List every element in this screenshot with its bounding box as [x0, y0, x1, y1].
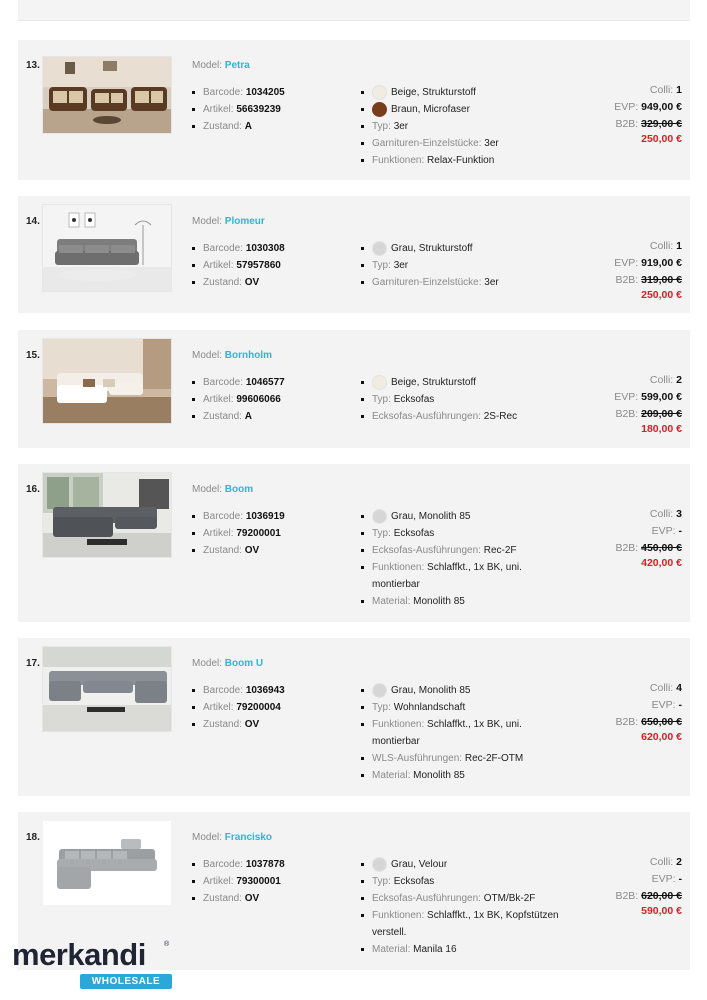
product-image[interactable]: [42, 56, 172, 134]
product-card: [18, 196, 690, 313]
color-option: Grau, Monolith 85: [361, 682, 561, 699]
model-name[interactable]: Petra: [224, 60, 250, 71]
color-swatch-icon: [372, 857, 387, 872]
evp-price: EVP: -: [651, 873, 682, 885]
artikel: Artikel: 57957860: [192, 257, 352, 274]
price-block: [614, 372, 682, 435]
b2b-old-price: B2B: 209,00 €: [615, 408, 682, 420]
attribute-list: [361, 374, 561, 425]
model-line: Model: Francisko: [192, 832, 273, 843]
zustand: Zustand: OV: [192, 274, 352, 291]
attribute-list: [361, 508, 561, 610]
evp-price: EVP: 949,00 €: [614, 101, 682, 113]
b2b-old-price: B2B: 329,00 €: [615, 118, 682, 130]
garnituren: Garnituren-Einzelstücke: 3er: [361, 274, 561, 291]
product-card: [18, 330, 690, 448]
product-card: [18, 464, 690, 622]
b2b-old-price: B2B: 650,00 €: [615, 716, 682, 728]
attribute-list: [361, 240, 561, 291]
evp-price: EVP: -: [651, 525, 682, 537]
color-swatch-icon: [372, 85, 387, 100]
artikel: Artikel: 79200001: [192, 525, 352, 542]
colli: Colli: 3: [649, 508, 682, 520]
typ: Typ: Ecksofas: [361, 525, 561, 542]
wls-ausfuehrungen: WLS-Ausführungen: Rec-2F-OTM: [361, 750, 561, 767]
id-list: [192, 240, 352, 291]
artikel: Artikel: 79200004: [192, 699, 352, 716]
model-name[interactable]: Plomeur: [224, 216, 265, 227]
barcode: Barcode: 1036943: [192, 682, 352, 699]
previous-card-bottom: [18, 0, 690, 21]
model-line: Model: Boom: [192, 484, 254, 495]
item-number: 15.: [26, 350, 40, 361]
b2b-new-price: 180,00 €: [641, 423, 682, 435]
zustand: Zustand: OV: [192, 542, 352, 559]
artikel: Artikel: 99606066: [192, 391, 352, 408]
color-swatch-icon: [372, 241, 387, 256]
model-name[interactable]: Boom U: [224, 658, 264, 669]
product-image[interactable]: [42, 646, 172, 732]
model-name[interactable]: Boom: [224, 484, 254, 495]
product-card: [18, 638, 690, 796]
logo-wordmark: merkandi: [12, 937, 146, 972]
price-block: [614, 238, 682, 301]
registered-mark: ®: [164, 941, 170, 948]
barcode: Barcode: 1037878: [192, 856, 352, 873]
id-list: [192, 84, 352, 135]
item-number: 17.: [26, 658, 40, 669]
ecksofas-ausfuehrungen: Ecksofas-Ausführungen: 2S-Rec: [361, 408, 561, 425]
evp-price: EVP: 919,00 €: [614, 257, 682, 269]
color-option: Braun, Microfaser: [361, 101, 561, 118]
barcode: Barcode: 1036919: [192, 508, 352, 525]
item-number: 14.: [26, 216, 40, 227]
color-option: Beige, Strukturstoff: [361, 374, 561, 391]
item-number: 13.: [26, 60, 40, 71]
item-number: 16.: [26, 484, 40, 495]
artikel: Artikel: 56639239: [192, 101, 352, 118]
b2b-old-price: B2B: 620,00 €: [615, 890, 682, 902]
material: Material: Monolith 85: [361, 593, 561, 610]
funktionen: Funktionen: Schlaffkt., 1x BK, uni. montierbar: [361, 716, 561, 750]
model-line: Model: Bornholm: [192, 350, 273, 361]
colli: Colli: 1: [649, 84, 682, 96]
typ: Typ: Ecksofas: [361, 873, 561, 890]
id-list: [192, 682, 352, 733]
color-option: Beige, Strukturstoff: [361, 84, 561, 101]
zustand: Zustand: OV: [192, 890, 352, 907]
attribute-list: [361, 856, 561, 958]
color-swatch-icon: [372, 683, 387, 698]
price-block: [615, 854, 682, 917]
artikel: Artikel: 79300001: [192, 873, 352, 890]
color-swatch-icon: [372, 509, 387, 524]
attribute-list: [361, 682, 561, 784]
barcode: Barcode: 1046577: [192, 374, 352, 391]
color-option: Grau, Strukturstoff: [361, 240, 561, 257]
color-option: Grau, Velour: [361, 856, 561, 873]
product-image[interactable]: [42, 338, 172, 424]
model-line: Model: Boom U: [192, 658, 264, 669]
typ: Typ: Ecksofas: [361, 391, 561, 408]
colli: Colli: 2: [649, 374, 682, 386]
color-swatch-icon: [372, 375, 387, 390]
price-block: [614, 82, 682, 145]
barcode: Barcode: 1034205: [192, 84, 352, 101]
id-list: [192, 508, 352, 559]
logo-badge: WHOLESALE: [80, 974, 172, 989]
model-line: Model: Petra: [192, 60, 250, 71]
ecksofas-ausfuehrungen: Ecksofas-Ausführungen: OTM/Bk-2F: [361, 890, 561, 907]
color-swatch-icon: [372, 102, 387, 117]
barcode: Barcode: 1030308: [192, 240, 352, 257]
product-image[interactable]: [42, 204, 172, 292]
garnituren: Garnituren-Einzelstücke: 3er: [361, 135, 561, 152]
typ: Typ: 3er: [361, 257, 561, 274]
model-line: Model: Plomeur: [192, 216, 265, 227]
funktionen: Funktionen: Schlaffkt., 1x BK, uni. montierbar: [361, 559, 561, 593]
typ: Typ: 3er: [361, 118, 561, 135]
zustand: Zustand: A: [192, 118, 352, 135]
model-name[interactable]: Francisko: [224, 832, 273, 843]
zustand: Zustand: A: [192, 408, 352, 425]
b2b-new-price: 250,00 €: [641, 289, 682, 301]
b2b-new-price: 590,00 €: [641, 905, 682, 917]
material: Material: Monolith 85: [361, 767, 561, 784]
attribute-list: [361, 84, 561, 169]
price-block: [615, 506, 682, 569]
product-image[interactable]: [42, 820, 172, 906]
product-card: [18, 40, 690, 180]
colli: Colli: 2: [649, 856, 682, 868]
id-list: [192, 374, 352, 425]
merkandi-logo[interactable]: [12, 937, 170, 987]
material: Material: Manila 16: [361, 941, 561, 958]
zustand: Zustand: OV: [192, 716, 352, 733]
model-name[interactable]: Bornholm: [224, 350, 273, 361]
colli: Colli: 4: [649, 682, 682, 694]
ecksofas-ausfuehrungen: Ecksofas-Ausführungen: Rec-2F: [361, 542, 561, 559]
b2b-old-price: B2B: 319,00 €: [615, 274, 682, 286]
price-block: [615, 680, 682, 743]
b2b-new-price: 250,00 €: [641, 133, 682, 145]
id-list: [192, 856, 352, 907]
product-image[interactable]: [42, 472, 172, 558]
colli: Colli: 1: [649, 240, 682, 252]
color-option: Grau, Monolith 85: [361, 508, 561, 525]
b2b-old-price: B2B: 450,00 €: [615, 542, 682, 554]
evp-price: EVP: -: [651, 699, 682, 711]
funktionen: Funktionen: Schlaffkt., 1x BK, Kopfstützen verstell.: [361, 907, 561, 941]
b2b-new-price: 420,00 €: [641, 557, 682, 569]
typ: Typ: Wohnlandschaft: [361, 699, 561, 716]
funktionen: Funktionen: Relax-Funktion: [361, 152, 561, 169]
item-number: 18.: [26, 832, 40, 843]
b2b-new-price: 620,00 €: [641, 731, 682, 743]
evp-price: EVP: 599,00 €: [614, 391, 682, 403]
